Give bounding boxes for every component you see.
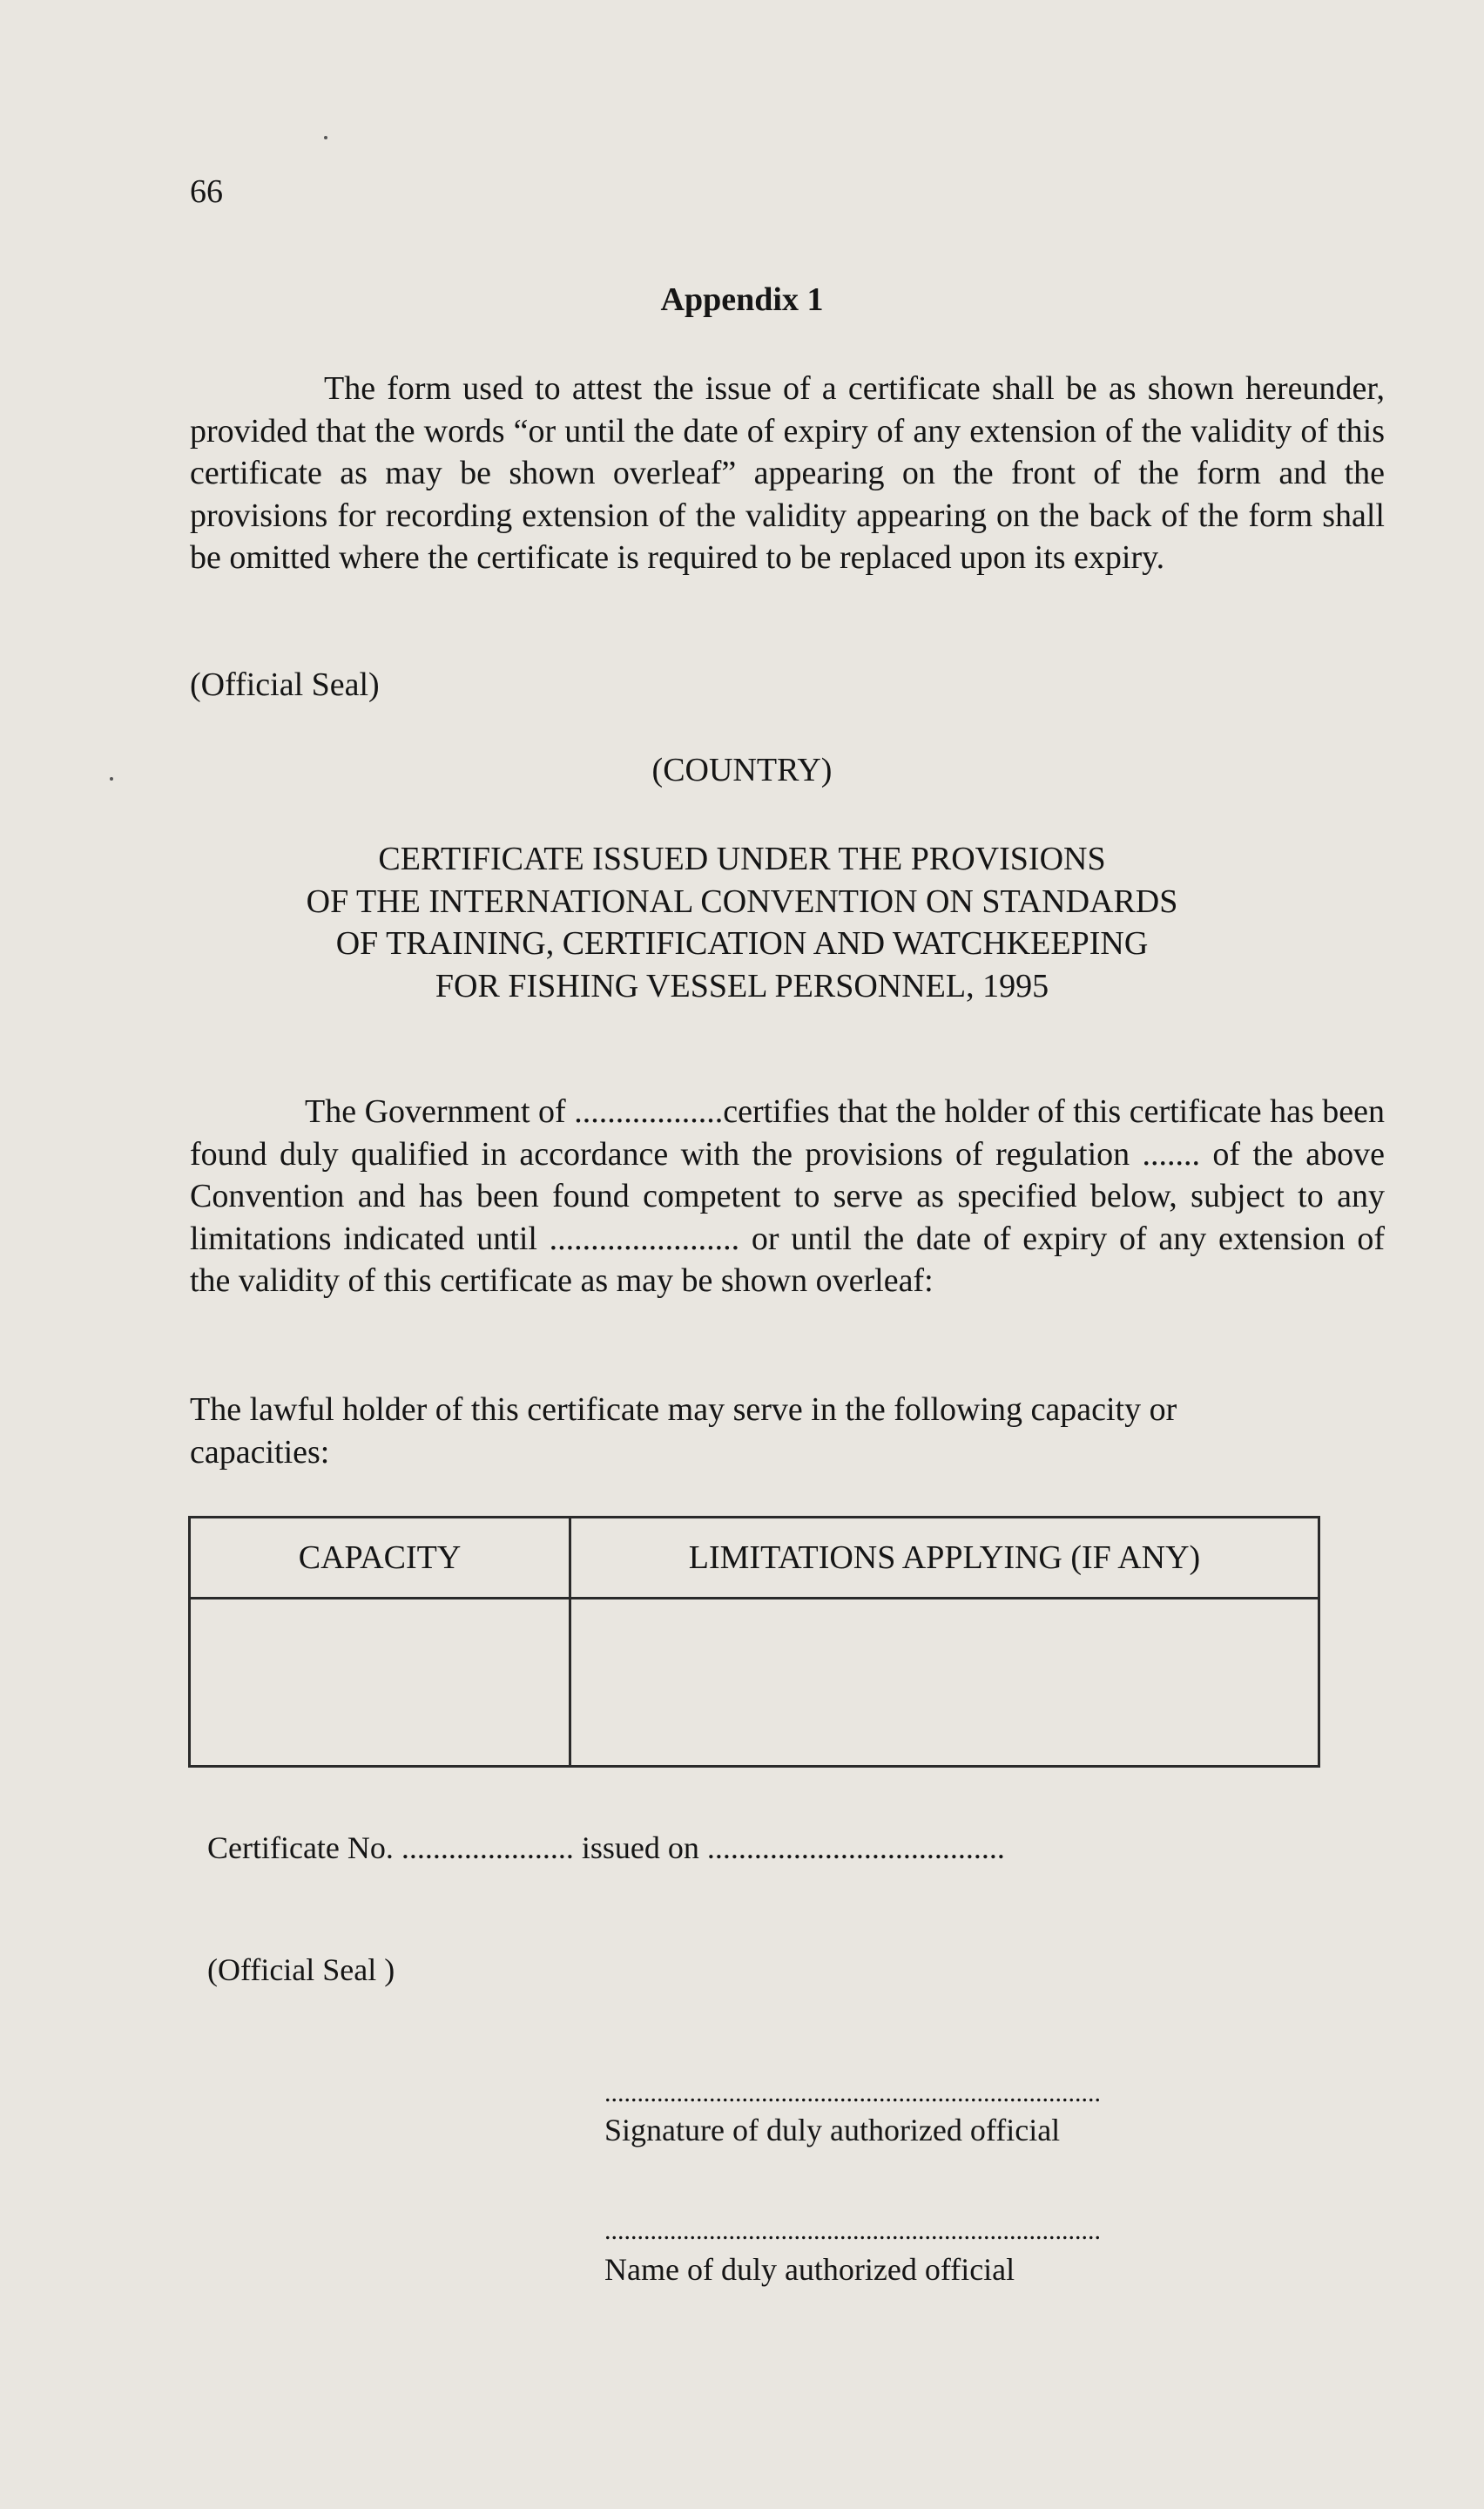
limitations-cell [570, 1599, 1319, 1767]
table-row [190, 1599, 1319, 1767]
capacity-cell [190, 1599, 570, 1767]
page-number: 66 [190, 173, 223, 210]
certificate-title-line: CERTIFICATE ISSUED UNDER THE PROVISIONS [378, 841, 1106, 877]
signature-label: Signature of duly authorized official [604, 2113, 1061, 2147]
official-seal-label: (Official Seal) [190, 666, 380, 703]
name-dotted-line: ............................................................................ [604, 2216, 1101, 2245]
certificate-number-line: Certificate No. ...................... issued on ...................................... [207, 1830, 1005, 1865]
capacity-table [188, 1516, 1320, 1768]
government-paragraph: The Government of ..................certifies that the holder of this certificate has been found duly qualified in accordance with the provisions of regulation ....... of the above Convention and has been found competent to serve as specified below, subject to any limitations indicated until ....................... or until the date of expiry of any extension of the validity of this certificate as may be shown overleaf: [190, 1093, 1385, 1300]
appendix-title: Appendix 1 [660, 281, 824, 318]
certificate-title-line: OF THE INTERNATIONAL CONVENTION ON STANDARDS [306, 883, 1178, 920]
signature-dotted-line: ............................................................................ [604, 2079, 1101, 2107]
official-seal-bottom-label: (Official Seal ) [207, 1952, 395, 1987]
holder-statement: The lawful holder of this certificate may serve in the following capacity or capacities: [190, 1391, 1177, 1471]
limitations-header: LIMITATIONS APPLYING (IF ANY) [570, 1518, 1319, 1599]
country-heading: (COUNTRY) [651, 752, 833, 788]
certificate-title-line: OF TRAINING, CERTIFICATION AND WATCHKEEPING [335, 925, 1149, 963]
name-label: Name of duly authorized official [604, 2252, 1015, 2287]
table-header-row [190, 1518, 1319, 1599]
capacity-header: CAPACITY [190, 1518, 570, 1599]
certificate-title-line: FOR FISHING VESSEL PERSONNEL, 1995 [435, 967, 1049, 1004]
intro-paragraph: The form used to attest the issue of a certificate shall be as shown hereunder, provided that the words “or until the date of expiry of any extension of the validity of this certificate as may be shown overleaf” appearing on the front of the form and the provisions for recording extension of the validity appearing on the back of the form shall be omitted where the certificate is required to be replaced upon its expiry. [190, 370, 1385, 577]
paper-speck [324, 136, 327, 139]
paper-speck [110, 777, 113, 781]
certificate-title [0, 838, 1484, 1007]
